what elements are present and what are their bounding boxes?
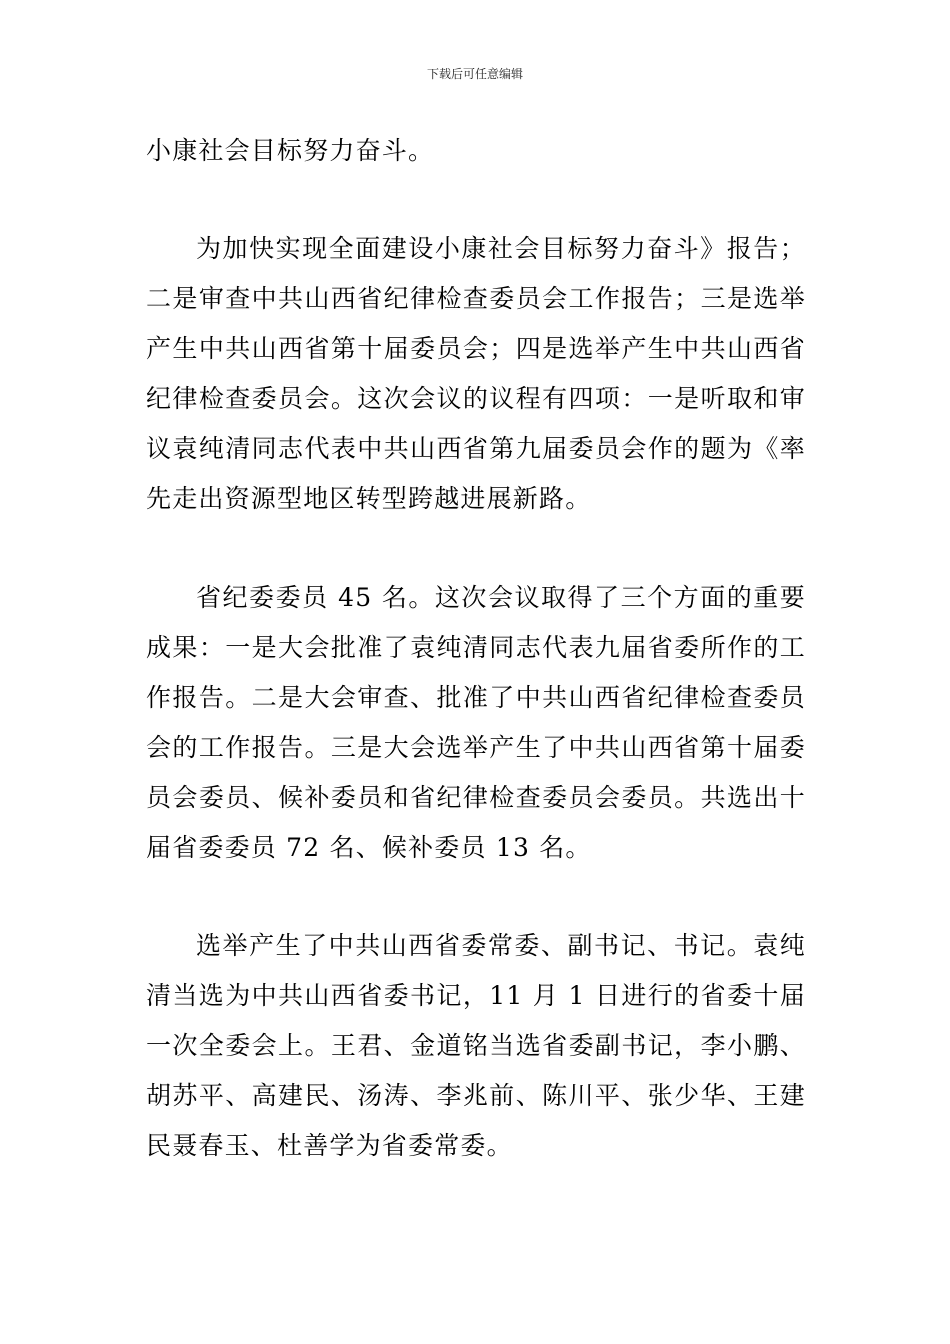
paragraph-1: 小康社会目标努力奋斗。 bbox=[146, 136, 435, 165]
page-header: 下载后可任意编辑 bbox=[426, 67, 523, 81]
paragraph-4: 选举产生了中共山西省委常委、副书记、书记。袁纯清当选为中共山西省委书记，11 月 1 日进行的省委十届一次全委会上。王君、金道铭当选省委副书记，李小鹏、胡苏平、高建民、汤涛、李兆前、陈川平、张少华、王建民聂春玉、杜善学为省委常委。 bbox=[146, 931, 806, 1160]
paragraph-3: 省纪委委员 45 名。这次会议取得了三个方面的重要成果：一是大会批准了袁纯清同志代表九届省委所作的工作报告。二是大会审查、批准了中共山西省纪律检查委员会的工作报告。三是大会选举产生了中共山西省第十届委员会委员、候补委员和省纪律检查委员会委员。共选出十届省委委员 72 名、候补委员 13 名。 bbox=[146, 583, 806, 862]
paragraph-2: 为加快实现全面建设小康社会目标努力奋斗》报告；二是审查中共山西省纪律检查委员会工作报告；三是选举产生中共山西省第十届委员会；四是选举产生中共山西省纪律检查委员会。这次会议的议程有四项：一是听取和审议袁纯清同志代表中共山西省第九届委员会作的题为《率先走出资源型地区转型跨越进展新路。 bbox=[146, 234, 806, 513]
